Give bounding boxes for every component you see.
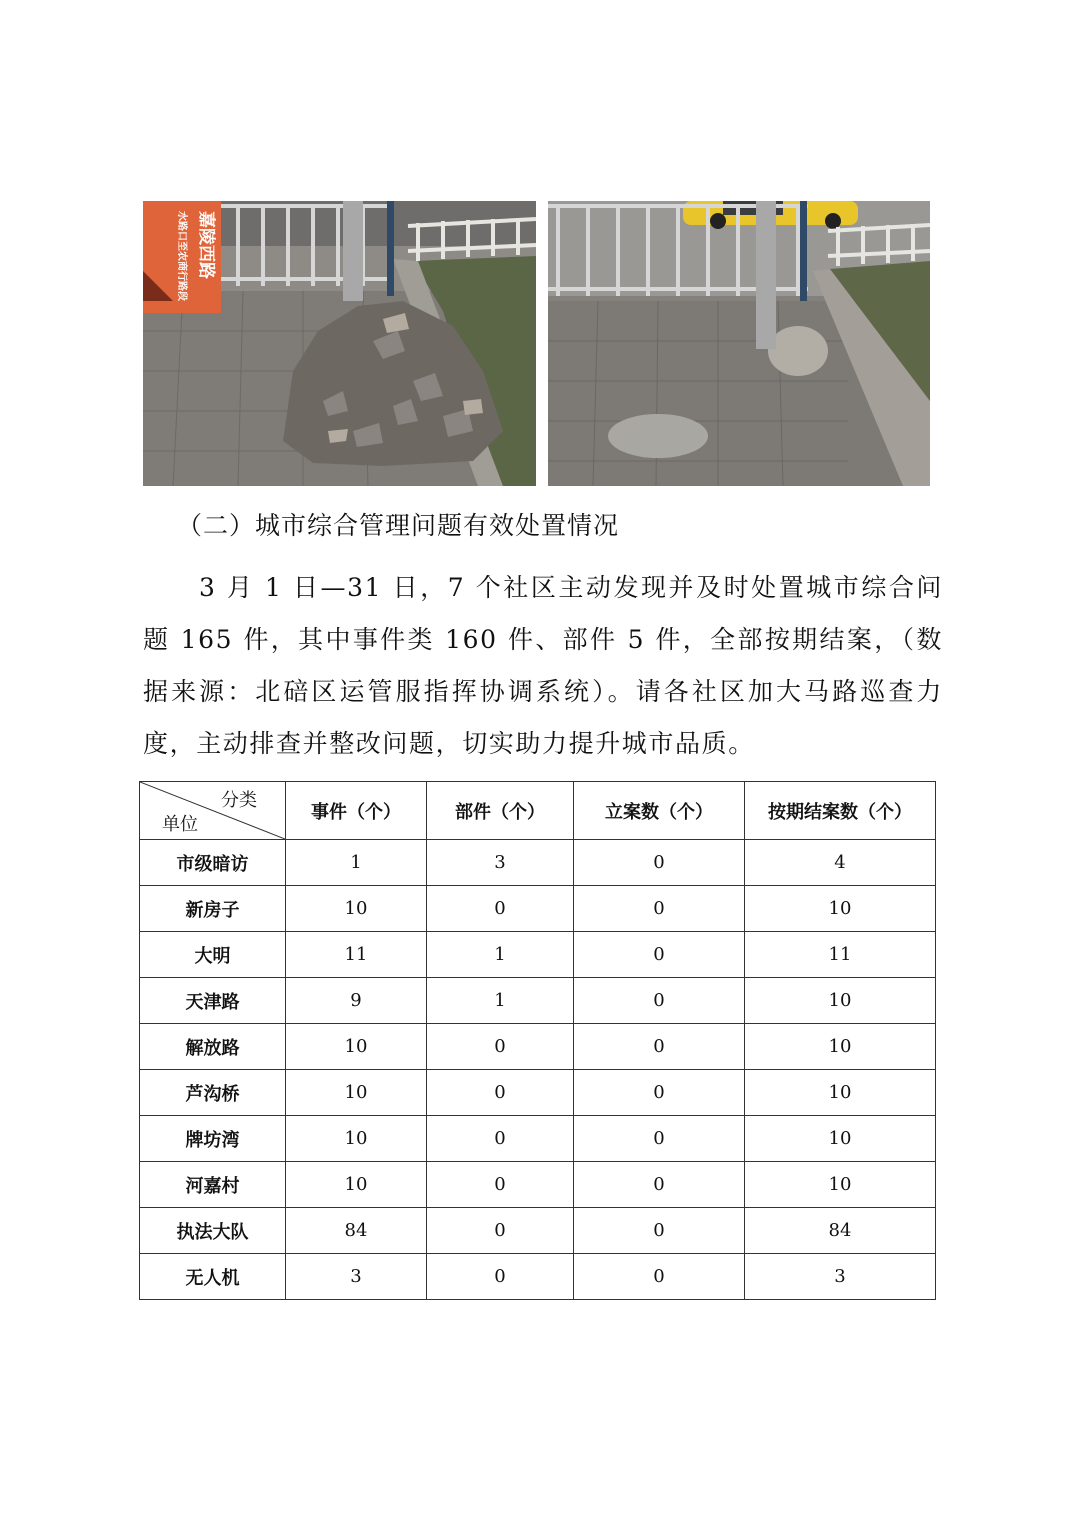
data-cell: 10 <box>286 1070 427 1116</box>
column-header: 部件（个） <box>427 782 574 840</box>
data-cell: 10 <box>286 1024 427 1070</box>
data-cell: 10 <box>286 886 427 932</box>
data-cell: 11 <box>745 932 936 978</box>
row-unit-cell: 无人机 <box>140 1254 286 1300</box>
table-row <box>140 1070 936 1116</box>
table-row <box>140 978 936 1024</box>
data-cell: 84 <box>745 1208 936 1254</box>
data-cell: 10 <box>745 1162 936 1208</box>
data-cell: 10 <box>745 1116 936 1162</box>
data-cell: 0 <box>427 1116 574 1162</box>
body-paragraph: 3 月 1 日—31 日，7 个社区主动发现并及时处置城市综合问题 165 件，其中事件类 160 件、部件 5 件，全部按期结案，（数据来源：北碚区运管服指挥协调系统）。请各社区加大马路巡查力度，主动排查并整改问题，切实助力提升城市品质。 <box>143 573 943 758</box>
data-cell: 1 <box>427 978 574 1024</box>
data-cell: 0 <box>574 978 745 1024</box>
photo-after-cleaned <box>548 201 930 486</box>
table-row <box>140 1162 936 1208</box>
table-row <box>140 1024 936 1070</box>
table-row <box>140 1254 936 1300</box>
data-cell: 1 <box>427 932 574 978</box>
column-header: 事件（个） <box>286 782 427 840</box>
data-cell: 3 <box>745 1254 936 1300</box>
data-cell: 0 <box>427 1208 574 1254</box>
data-cell: 10 <box>286 1162 427 1208</box>
data-cell: 1 <box>286 840 427 886</box>
data-cell: 10 <box>286 1116 427 1162</box>
data-cell: 3 <box>286 1254 427 1300</box>
data-cell: 0 <box>574 886 745 932</box>
data-cell: 3 <box>427 840 574 886</box>
table-header-row <box>140 782 936 840</box>
table-row <box>140 932 936 978</box>
row-unit-cell: 芦沟桥 <box>140 1070 286 1116</box>
column-header: 按期结案数（个） <box>745 782 936 840</box>
data-cell: 0 <box>427 886 574 932</box>
data-cell: 9 <box>286 978 427 1024</box>
table-row <box>140 1116 936 1162</box>
data-cell: 4 <box>745 840 936 886</box>
column-header: 立案数（个） <box>574 782 745 840</box>
data-cell: 10 <box>745 1024 936 1070</box>
data-cell: 84 <box>286 1208 427 1254</box>
corner-header-cell <box>140 782 286 840</box>
row-unit-cell: 牌坊湾 <box>140 1116 286 1162</box>
data-cell: 0 <box>574 840 745 886</box>
row-unit-cell: 天津路 <box>140 978 286 1024</box>
data-cell: 0 <box>574 1208 745 1254</box>
row-unit-cell: 大明 <box>140 932 286 978</box>
data-cell: 0 <box>574 1254 745 1300</box>
table-row <box>140 840 936 886</box>
data-cell: 10 <box>745 886 936 932</box>
row-unit-cell: 解放路 <box>140 1024 286 1070</box>
data-cell: 0 <box>574 1070 745 1116</box>
sign-text-sub: 水路口至农商行路段 <box>176 211 187 301</box>
stats-table <box>139 781 936 1300</box>
row-unit-cell: 执法大队 <box>140 1208 286 1254</box>
row-unit-cell: 新房子 <box>140 886 286 932</box>
photo-before-debris <box>143 201 536 486</box>
data-cell: 0 <box>427 1024 574 1070</box>
sign-text-main: 嘉陵西路 <box>196 211 216 279</box>
table-row <box>140 886 936 932</box>
corner-unit-label: 单位 <box>162 814 198 835</box>
data-cell: 11 <box>286 932 427 978</box>
table-row <box>140 1208 936 1254</box>
corner-category-label: 分类 <box>221 790 257 811</box>
data-cell: 0 <box>574 1162 745 1208</box>
data-cell: 0 <box>574 1024 745 1070</box>
data-cell: 0 <box>427 1162 574 1208</box>
data-cell: 0 <box>427 1070 574 1116</box>
data-cell: 10 <box>745 978 936 1024</box>
row-unit-cell: 市级暗访 <box>140 840 286 886</box>
row-unit-cell: 河嘉村 <box>140 1162 286 1208</box>
data-cell: 0 <box>574 1116 745 1162</box>
section-heading: （二）城市综合管理问题有效处置情况 <box>177 511 620 540</box>
data-cell: 0 <box>427 1254 574 1300</box>
data-cell: 10 <box>745 1070 936 1116</box>
data-cell: 0 <box>574 932 745 978</box>
